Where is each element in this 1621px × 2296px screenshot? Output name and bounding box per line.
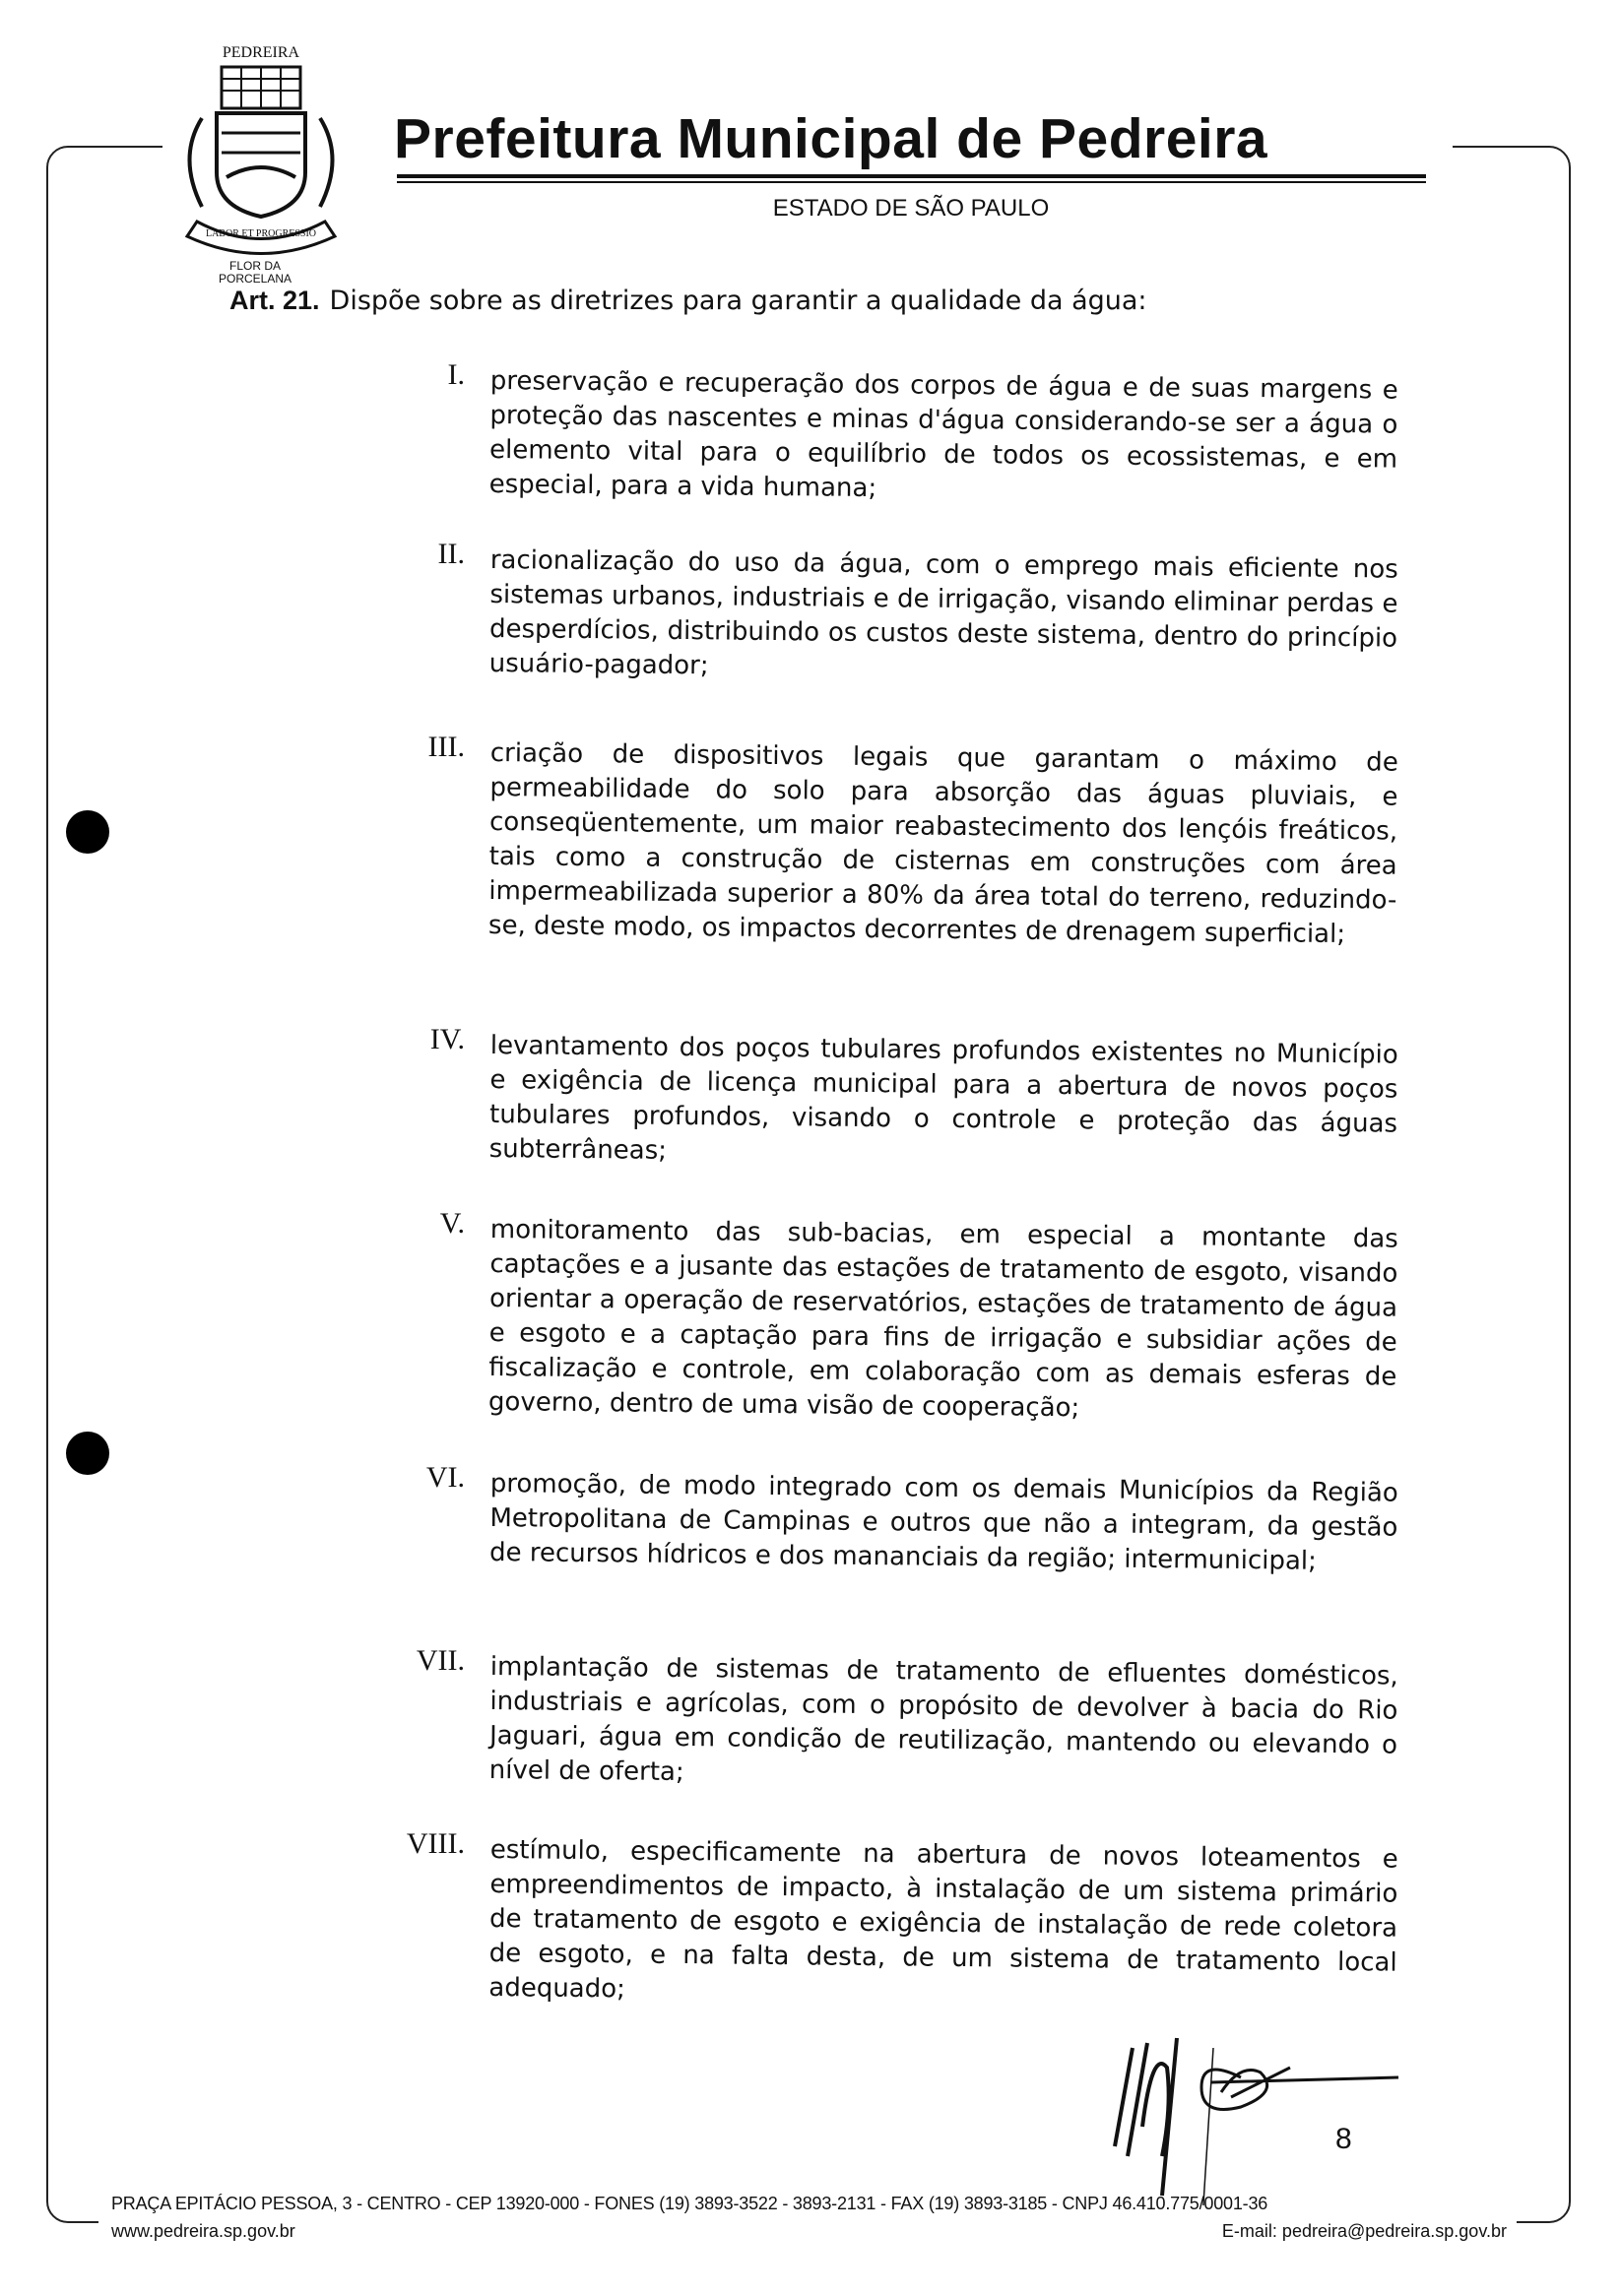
list-item bbox=[355, 1461, 1398, 1576]
coat-of-arms-logo bbox=[162, 39, 359, 276]
item-text: monitoramento das sub-bacias, em especial a montante das captações e a jusante das estações de tratamento de esgoto, visando orientar a operação de reservatórios, estações de tratamento de água e esgoto e a captação para fins de irrigação e subsidiar ações de fiscalização e controle, em colaboração com as demais esferas de governo, dentro de uma visão de cooperação; bbox=[487, 1214, 1398, 1424]
footer-website: www.pedreira.sp.gov.br bbox=[111, 2221, 295, 2241]
list-item bbox=[355, 731, 1398, 950]
footer-address: PRAÇA EPITÁCIO PESSOA, 3 - CENTRO - CEP 13920-000 - FONES (19) 3893-3522 - 3893-2131 - FAX (19) 3893-3185 - CNPJ 46.410.775/0001-36 bbox=[111, 2194, 1268, 2213]
page-title: Prefeitura Municipal de Pedreira bbox=[394, 107, 1268, 170]
footer-email: E-mail: pedreira@pedreira.sp.gov.br bbox=[1221, 2221, 1507, 2241]
item-text: estímulo, especificamente na abertura de novos loteamentos e empreendimentos de impacto, à instalação de um sistema primário de tratamento de esgoto e exigência de instalação de rede coletora de esgoto, e na falta desta, de um sistema de tratamento local adequado; bbox=[488, 1834, 1398, 2005]
item-text: promoção, de modo integrado com os demais Municípios da Região Metropolitana de Campinas e outros que não a integram, da gestão de recursos hídricos e dos mananciais da região; intermunicipal; bbox=[488, 1468, 1398, 1576]
svg-text:LABOR ET PROGRESSIO: LABOR ET PROGRESSIO bbox=[205, 228, 317, 239]
item-text: levantamento dos poços tubulares profundos existentes no Município e exigência de licença municipal para a abertura de novos poços tubulares profundos, visando o controle e proteção das águas subterrâneas; bbox=[488, 1030, 1398, 1166]
state-subtitle: ESTADO DE SÃO PAULO bbox=[772, 195, 1050, 222]
article-heading bbox=[229, 286, 1147, 316]
list-item bbox=[355, 538, 1398, 681]
item-numeral: VII. bbox=[416, 1644, 465, 1677]
item-numeral: I. bbox=[447, 358, 465, 391]
item-numeral: VIII. bbox=[406, 1827, 465, 1860]
title-rule bbox=[397, 181, 1426, 183]
title-rule bbox=[397, 174, 1426, 178]
item-text: racionalização do uso da água, com o emprego mais eficiente nos sistemas urbanos, industriais e de irrigação, visando eliminar perdas e desperdícios, distribuindo os custos deste sistema, dentro do princípio usuário-pagador; bbox=[488, 544, 1398, 681]
item-text: implantação de sistemas de tratamento de efluentes domésticos, industriais e agrícolas, com o propósito de devolver à bacia do Rio Jaguari, água em condição de reutilização, mantendo ou elevando o nível de oferta; bbox=[488, 1651, 1398, 1788]
handwritten-signature bbox=[1103, 2009, 1458, 2205]
svg-text:PEDREIRA: PEDREIRA bbox=[222, 44, 300, 61]
article-label: Art. 21. bbox=[229, 286, 320, 315]
item-numeral: II. bbox=[437, 538, 465, 570]
item-text: criação de dispositivos legais que garantam o máximo de permeabilidade do solo para absorção das águas pluviais, e conseqüentemente, um maior reabastecimento dos lençóis freáticos, tais como a construção de cisternas em construções com área impermeabilizada superior a 80% da área total do terreno, reduzindo-se, deste modo, os impactos decorrentes de drenagem superficial; bbox=[487, 737, 1398, 950]
list-item bbox=[355, 1644, 1398, 1788]
crest-caption-line: PORCELANA bbox=[219, 272, 292, 286]
list-item bbox=[355, 1023, 1398, 1167]
list-item bbox=[355, 1827, 1398, 2006]
punch-hole bbox=[66, 1432, 109, 1475]
crest-caption bbox=[219, 260, 292, 286]
item-text: preservação e recuperação dos corpos de água e de suas margens e proteção das nascentes e minas d'água considerando-se ser a água o elemento vital para o equilíbrio de todos os ecossistemas, e em especial, para a vida humana; bbox=[488, 365, 1398, 504]
list-item bbox=[355, 1207, 1398, 1424]
item-numeral: VI. bbox=[425, 1461, 465, 1494]
list-item bbox=[355, 358, 1398, 504]
item-numeral: V. bbox=[439, 1207, 465, 1240]
article-intro: Dispõe sobre as diretrizes para garantir a qualidade da água: bbox=[329, 286, 1147, 316]
crest-caption-line: FLOR DA bbox=[229, 259, 282, 273]
item-numeral: IV. bbox=[429, 1023, 465, 1055]
page-number: 8 bbox=[1335, 2123, 1352, 2155]
punch-hole bbox=[66, 810, 109, 854]
item-numeral: III. bbox=[427, 731, 465, 763]
